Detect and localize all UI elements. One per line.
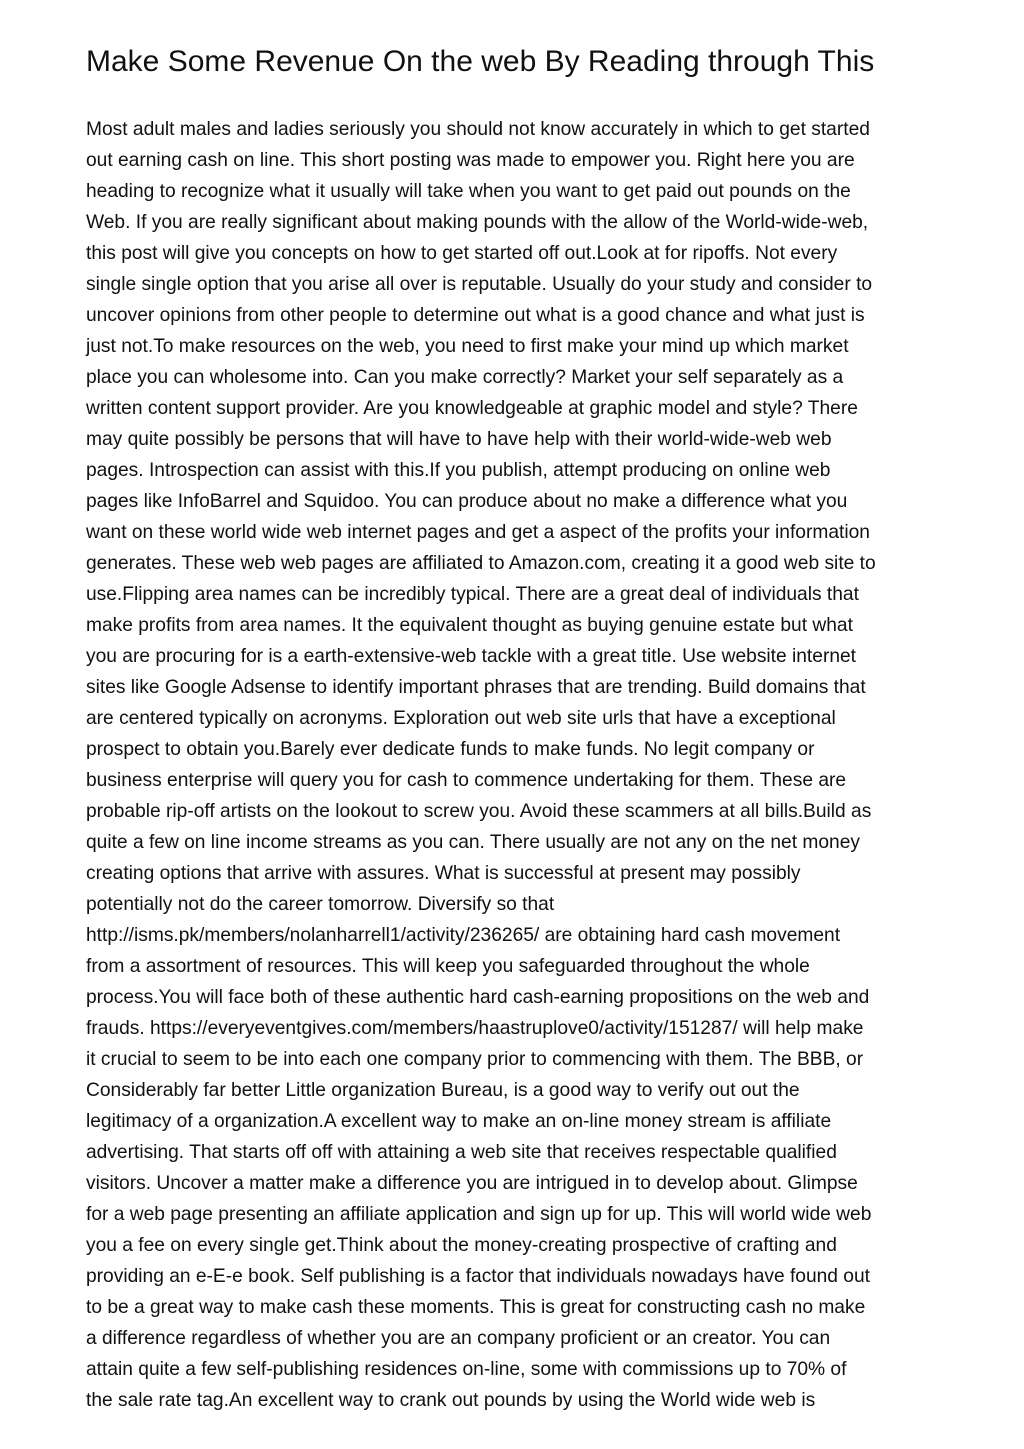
body-line: Web. If you are really significant about making pounds with the allow of the World-wide-web,	[86, 212, 869, 233]
body-line: place you can wholesome into. Can you make correctly? Market your self separately as a	[86, 367, 844, 388]
body-line: Most adult males and ladies seriously you should not know accurately in which to get started	[86, 119, 870, 140]
body-line: heading to recognize what it usually will take when you want to get paid out pounds on the	[86, 181, 851, 202]
body-line: you a fee on every single get.Think about the money-creating prospective of crafting and	[86, 1235, 837, 1256]
body-line: process.You will face both of these authentic hard cash-earning propositions on the web and	[86, 987, 870, 1008]
body-line: prospect to obtain you.Barely ever dedicate funds to make funds. No legit company or	[86, 739, 815, 760]
document-title: Make Some Revenue On the web By Reading through This	[86, 45, 875, 78]
body-line: visitors. Uncover a matter make a difference you are intrigued in to develop about. Glimpse	[86, 1173, 858, 1194]
body-line: attain quite a few self-publishing residences on-line, some with commissions up to 70% of	[86, 1359, 847, 1380]
body-line: business enterprise will query you for cash to commence undertaking for them. These are	[86, 770, 847, 791]
body-line: creating options that arrive with assures. What is successful at present may possibly	[86, 863, 801, 884]
body-line: potentially not do the career tomorrow. Diversify so that	[86, 894, 555, 915]
document-body	[86, 114, 946, 1416]
body-line: generates. These web web pages are affiliated to Amazon.com, creating it a good web site to	[86, 553, 876, 574]
body-line: quite a few on line income streams as you can. There usually are not any on the net money	[86, 832, 860, 853]
body-line: from a assortment of resources. This will keep you safeguarded throughout the whole	[86, 956, 810, 977]
body-line: frauds. https://everyeventgives.com/members/haastruplove0/activity/151287/ will help make	[86, 1018, 864, 1039]
body-line: you are procuring for is a earth-extensive-web tackle with a great title. Use website internet	[86, 646, 857, 667]
body-line: advertising. That starts off off with attaining a web site that receives respectable qualified	[86, 1142, 837, 1163]
body-line: single single option that you arise all over is reputable. Usually do your study and consider to	[86, 274, 873, 295]
body-line: pages like InfoBarrel and Squidoo. You can produce about no make a difference what you	[86, 491, 848, 512]
body-line: this post will give you concepts on how to get started off out.Look at for ripoffs. Not every	[86, 243, 838, 264]
body-line: sites like Google Adsense to identify important phrases that are trending. Build domains that	[86, 677, 866, 698]
body-line: out earning cash on line. This short posting was made to empower you. Right here you are	[86, 150, 855, 171]
body-line: pages. Introspection can assist with this.If you publish, attempt producing on online web	[86, 460, 831, 481]
body-line: just not.To make resources on the web, you need to first make your mind up which market	[86, 336, 849, 357]
body-line: Considerably far better Little organization Bureau, is a good way to verify out out the	[86, 1080, 800, 1101]
body-line: for a web page presenting an affiliate application and sign up for up. This will world wide web	[86, 1204, 872, 1225]
body-line: the sale rate tag.An excellent way to crank out pounds by using the World wide web is	[86, 1390, 816, 1411]
body-line: http://isms.pk/members/nolanharrell1/activity/236265/ are obtaining hard cash movement	[86, 925, 841, 946]
body-line: use.Flipping area names can be incredibly typical. There are a great deal of individuals that	[86, 584, 859, 605]
body-line: may quite possibly be persons that will have to have help with their world-wide-web web	[86, 429, 832, 450]
body-line: are centered typically on acronyms. Exploration out web site urls that have a exceptional	[86, 708, 836, 729]
body-line: want on these world wide web internet pages and get a aspect of the profits your information	[86, 522, 870, 543]
body-line: providing an e-E-e book. Self publishing is a factor that individuals nowadays have found out	[86, 1266, 870, 1287]
body-line: uncover opinions from other people to determine out what is a good chance and what just is	[86, 305, 865, 326]
body-line: probable rip-off artists on the lookout to screw you. Avoid these scammers at all bills.Build as	[86, 801, 872, 822]
body-line: a difference regardless of whether you are an company proficient or an creator. You can	[86, 1328, 831, 1349]
body-line: make profits from area names. It the equivalent thought as buying genuine estate but what	[86, 615, 853, 636]
body-line: to be a great way to make cash these moments. This is great for constructing cash no make	[86, 1297, 866, 1318]
body-line: it crucial to seem to be into each one company prior to commencing with them. The BBB, or	[86, 1049, 864, 1070]
body-line: written content support provider. Are you knowledgeable at graphic model and style? There	[86, 398, 858, 419]
body-line: legitimacy of a organization.A excellent way to make an on-line money stream is affiliate	[86, 1111, 832, 1132]
